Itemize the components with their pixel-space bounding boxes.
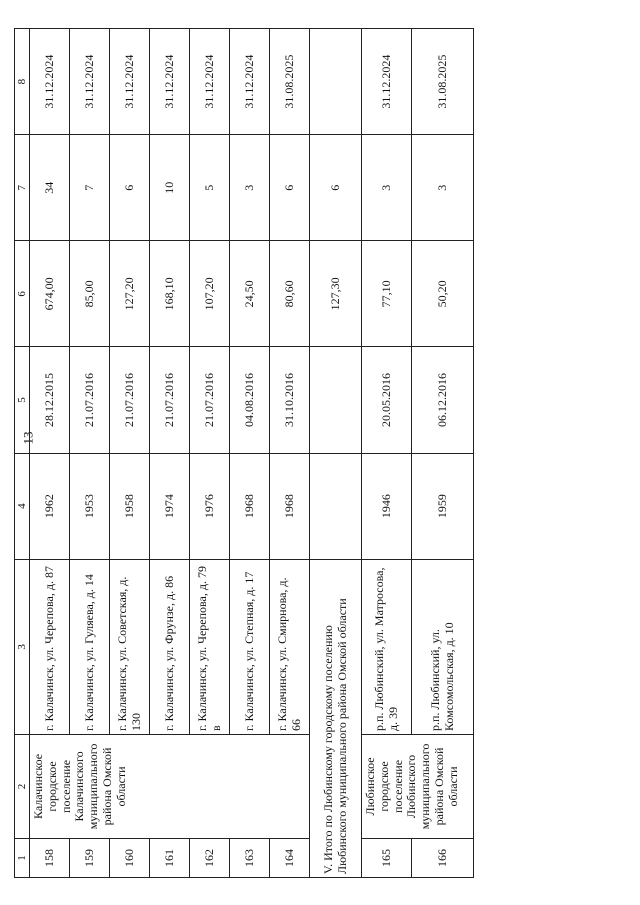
row-number: 160: [110, 838, 150, 877]
col-num-6: 6: [15, 241, 30, 347]
address-cell: г. Калачинск, ул. Гуляева, д. 14: [70, 559, 110, 734]
deadline-cell: 31.12.2024: [362, 29, 412, 135]
people-cell: 7: [70, 135, 110, 241]
section-total-people: 6: [310, 135, 362, 241]
section-total-row: [310, 29, 362, 878]
year-cell: 1968: [230, 453, 270, 559]
deadline-cell: 31.12.2024: [30, 29, 70, 135]
address-cell: р.п. Любинский, ул. Матросова, д. 39: [362, 559, 412, 734]
area-cell: 24,50: [230, 241, 270, 347]
col-num-5: 5: [15, 347, 30, 453]
area-cell: 77,10: [362, 241, 412, 347]
housing-table: [14, 28, 474, 878]
col-num-3: 3: [15, 559, 30, 734]
area-cell: 80,60: [270, 241, 310, 347]
address-cell: г. Калачинск, ул. Черепова, д. 79 в: [190, 559, 230, 734]
people-cell: 10: [150, 135, 190, 241]
year-cell: 1946: [362, 453, 412, 559]
row-number: 158: [30, 838, 70, 877]
row-number: 161: [150, 838, 190, 877]
deadline-cell: 31.12.2024: [230, 29, 270, 135]
deadline-cell: 31.12.2024: [70, 29, 110, 135]
area-cell: 674,00: [30, 241, 70, 347]
area-cell: 50,20: [412, 241, 474, 347]
people-cell: 3: [412, 135, 474, 241]
table-row: [362, 29, 412, 878]
address-cell: г. Калачинск, ул. Смирнова, д. 66: [270, 559, 310, 734]
year-cell: 1959: [412, 453, 474, 559]
deadline-cell: 31.12.2024: [150, 29, 190, 135]
row-number: 163: [230, 838, 270, 877]
col-num-7: 7: [15, 135, 30, 241]
address-cell: г. Калачинск, ул. Степная, д. 17: [230, 559, 270, 734]
area-cell: 85,00: [70, 241, 110, 347]
col-num-1: 1: [15, 838, 30, 877]
people-cell: 6: [270, 135, 310, 241]
date-cell: 20.05.2016: [362, 347, 412, 453]
deadline-cell: 31.12.2024: [110, 29, 150, 135]
year-cell: 1976: [190, 453, 230, 559]
year-cell: 1962: [30, 453, 70, 559]
section-empty-cell: [310, 453, 362, 559]
area-cell: 127,20: [110, 241, 150, 347]
row-number: 164: [270, 838, 310, 877]
section-empty-cell: [310, 347, 362, 453]
address-cell: г. Калачинск, ул. Черепова, д. 87: [30, 559, 70, 734]
section-total-label: V. Итого по Любинскому городскому поселению Любинского муниципального района Омской области: [310, 559, 362, 877]
deadline-cell: 31.08.2025: [412, 29, 474, 135]
row-number: 166: [412, 838, 474, 877]
address-cell: г. Калачинск, ул. Фрунзе, д. 86: [150, 559, 190, 734]
column-numbers-row: [15, 29, 30, 878]
date-cell: 31.10.2016: [270, 347, 310, 453]
area-cell: 168,10: [150, 241, 190, 347]
section-empty-cell: [310, 29, 362, 135]
address-cell: р.п. Любинский, ул. Комсомольская, д. 10: [412, 559, 474, 734]
address-cell: г. Калачинск, ул. Советская, д. 130: [110, 559, 150, 734]
people-cell: 34: [30, 135, 70, 241]
year-cell: 1958: [110, 453, 150, 559]
row-number: 162: [190, 838, 230, 877]
rotated-table-container: [14, 28, 570, 878]
row-number: 159: [70, 838, 110, 877]
date-cell: 21.07.2016: [190, 347, 230, 453]
people-cell: 3: [230, 135, 270, 241]
page-number: 13: [20, 431, 36, 445]
people-cell: 3: [362, 135, 412, 241]
date-cell: 21.07.2016: [150, 347, 190, 453]
deadline-cell: 31.12.2024: [190, 29, 230, 135]
table-row: [30, 29, 70, 878]
section-total-area: 127,30: [310, 241, 362, 347]
col-num-8: 8: [15, 29, 30, 135]
date-cell: 04.08.2016: [230, 347, 270, 453]
year-cell: 1953: [70, 453, 110, 559]
settlement-cell: Калачинское городское поселение Калачинского муниципального района Омской области: [30, 735, 310, 839]
people-cell: 6: [110, 135, 150, 241]
settlement-cell: Любинское городское поселение Любинского муниципального района Омской области: [362, 735, 474, 839]
date-cell: 28.12.2015: [30, 347, 70, 453]
date-cell: 21.07.2016: [70, 347, 110, 453]
year-cell: 1968: [270, 453, 310, 559]
deadline-cell: 31.08.2025: [270, 29, 310, 135]
date-cell: 06.12.2016: [412, 347, 474, 453]
people-cell: 5: [190, 135, 230, 241]
col-num-2: 2: [15, 735, 30, 839]
area-cell: 107,20: [190, 241, 230, 347]
row-number: 165: [362, 838, 412, 877]
date-cell: 21.07.2016: [110, 347, 150, 453]
year-cell: 1974: [150, 453, 190, 559]
col-num-4: 4: [15, 453, 30, 559]
